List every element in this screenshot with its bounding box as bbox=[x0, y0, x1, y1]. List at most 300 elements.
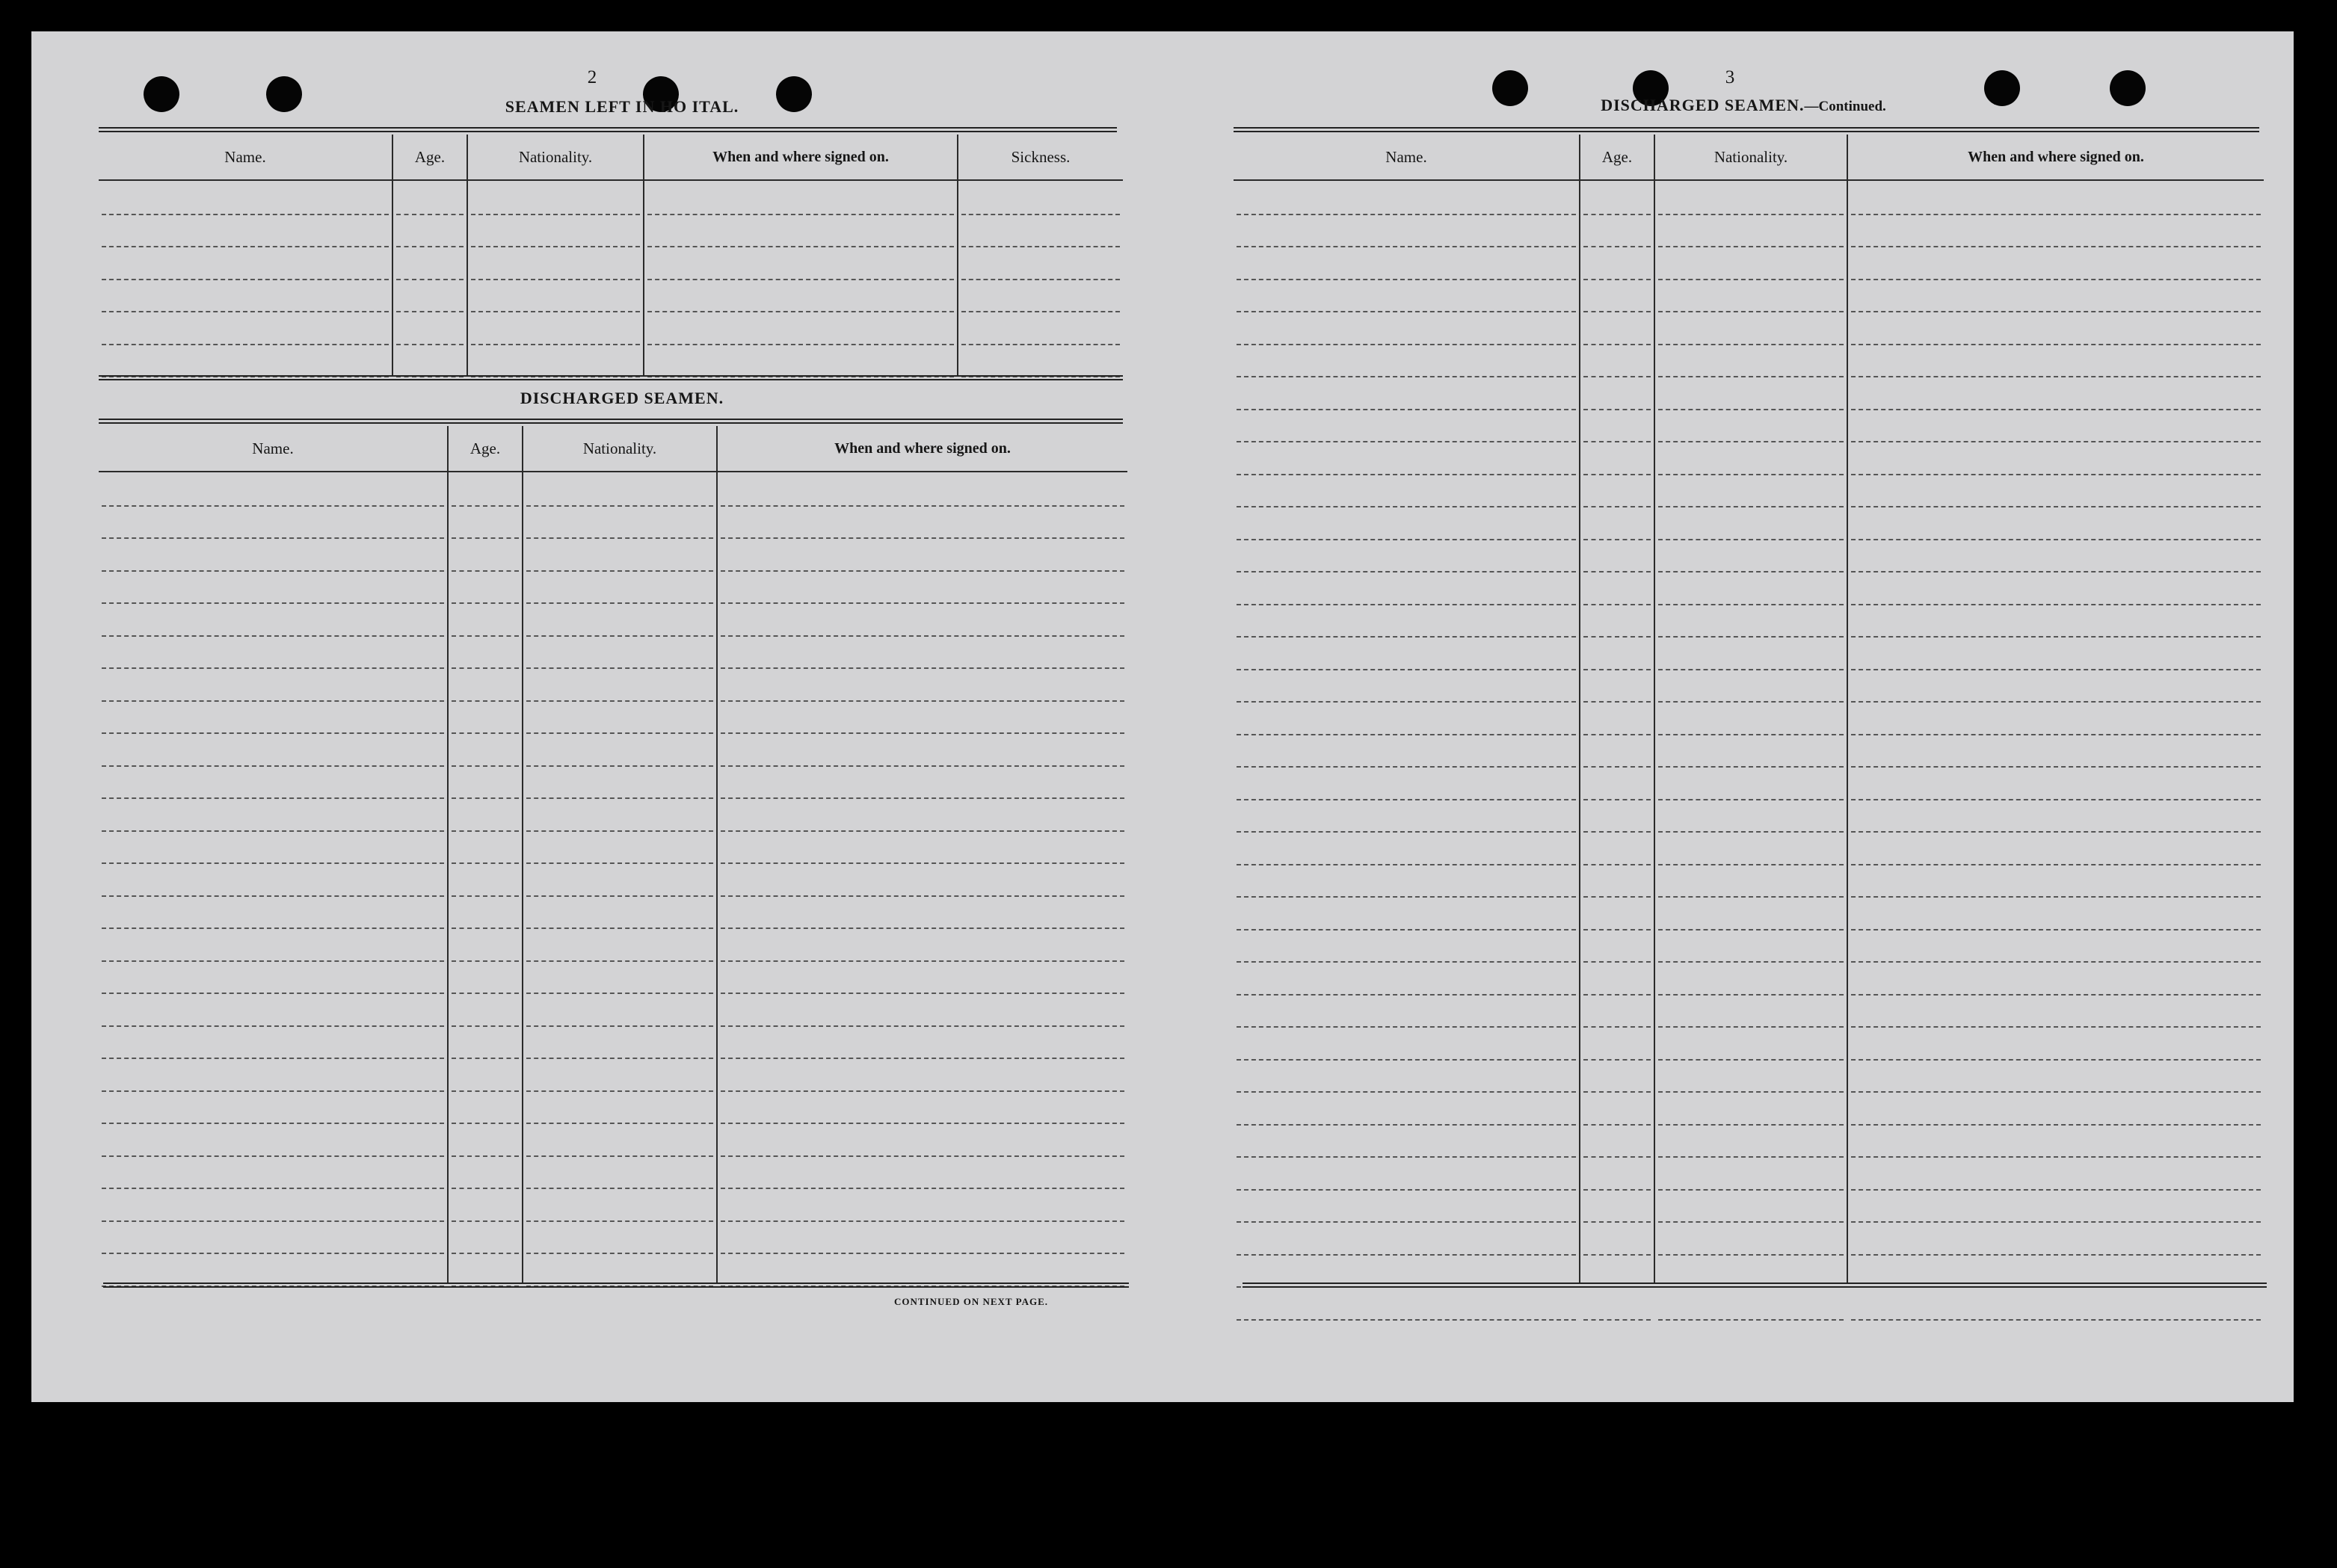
dotted-entry-line bbox=[1658, 1059, 1844, 1061]
dotted-entry-line bbox=[647, 246, 954, 247]
dotted-entry-line bbox=[526, 862, 713, 864]
dotted-entry-line bbox=[1583, 441, 1651, 442]
dotted-entry-line bbox=[1658, 734, 1844, 735]
dotted-entry-line bbox=[396, 214, 464, 215]
dotted-entry-line bbox=[1583, 864, 1651, 865]
dotted-entry-line bbox=[1583, 636, 1651, 638]
dotted-entry-line bbox=[1851, 1189, 2261, 1191]
dotted-entry-line bbox=[1237, 506, 1576, 507]
punch-hole bbox=[144, 76, 179, 112]
dotted-entry-line bbox=[396, 344, 464, 345]
dotted-entry-line bbox=[1237, 539, 1576, 540]
column-header: Name. bbox=[1234, 135, 1579, 181]
dotted-entry-line bbox=[1851, 604, 2261, 605]
dotted-entry-line bbox=[526, 505, 713, 507]
dotted-entry-line bbox=[1237, 246, 1576, 247]
dotted-entry-line bbox=[1583, 571, 1651, 572]
dotted-entry-line bbox=[526, 830, 713, 832]
dotted-entry-line bbox=[1237, 766, 1576, 768]
dotted-entry-line bbox=[102, 667, 444, 669]
dotted-entry-line bbox=[1851, 376, 2261, 377]
dotted-entry-line bbox=[452, 993, 519, 994]
dotted-entry-line bbox=[961, 214, 1120, 215]
dotted-entry-line bbox=[1237, 409, 1576, 410]
dotted-entry-line bbox=[1237, 929, 1576, 930]
column-header: Nationality. bbox=[523, 426, 716, 472]
dotted-entry-line bbox=[1851, 571, 2261, 572]
dotted-entry-line bbox=[526, 537, 713, 539]
column-signed-on bbox=[716, 426, 1127, 1283]
dotted-entry-line bbox=[102, 279, 389, 280]
dotted-entry-line bbox=[452, 732, 519, 734]
dotted-entry-line bbox=[721, 700, 1124, 702]
dotted-entry-line bbox=[1237, 896, 1576, 898]
column-header: Nationality. bbox=[1655, 135, 1847, 181]
dotted-entry-line bbox=[452, 1058, 519, 1059]
dotted-entry-line bbox=[1658, 766, 1844, 768]
dotted-entry-line bbox=[1658, 799, 1844, 800]
dotted-entry-line bbox=[1851, 831, 2261, 833]
dotted-entry-line bbox=[961, 279, 1120, 280]
dotted-entry-line bbox=[526, 1253, 713, 1254]
dotted-entry-line bbox=[452, 1220, 519, 1222]
dotted-entry-line bbox=[102, 1123, 444, 1124]
dotted-entry-line bbox=[1658, 831, 1844, 833]
dotted-entry-line bbox=[452, 537, 519, 539]
column-age bbox=[447, 426, 522, 1283]
hospital-bottom-rule bbox=[99, 375, 1123, 380]
dotted-entry-line bbox=[471, 311, 640, 312]
dotted-entry-line bbox=[1237, 1091, 1576, 1093]
dotted-entry-line bbox=[721, 1188, 1124, 1189]
dotted-entry-line bbox=[721, 993, 1124, 994]
dotted-entry-line bbox=[721, 797, 1124, 799]
dotted-entry-line bbox=[1851, 669, 2261, 670]
dotted-entry-line bbox=[1851, 311, 2261, 312]
dotted-entry-line bbox=[1583, 929, 1651, 930]
dotted-entry-line bbox=[102, 927, 444, 929]
dotted-entry-line bbox=[471, 279, 640, 280]
dotted-entry-line bbox=[1583, 1221, 1651, 1223]
dotted-entry-line bbox=[1583, 1189, 1651, 1191]
column-header: When and where signed on. bbox=[718, 426, 1127, 472]
dotted-entry-line bbox=[1583, 1091, 1651, 1093]
dotted-entry-line bbox=[1583, 1124, 1651, 1126]
column-signed-on bbox=[1847, 135, 2264, 1283]
dotted-entry-line bbox=[721, 635, 1124, 637]
dotted-entry-line bbox=[1237, 799, 1576, 800]
dotted-entry-line bbox=[1583, 831, 1651, 833]
dotted-entry-line bbox=[102, 635, 444, 637]
dotted-entry-line bbox=[721, 1058, 1124, 1059]
hospital-table bbox=[99, 135, 1123, 375]
dotted-entry-line bbox=[961, 246, 1120, 247]
dotted-entry-line bbox=[452, 1025, 519, 1027]
dotted-entry-line bbox=[1237, 376, 1576, 377]
dotted-entry-line bbox=[1583, 994, 1651, 996]
dotted-entry-line bbox=[1237, 636, 1576, 638]
dotted-entry-line bbox=[1237, 279, 1576, 280]
dotted-entry-line bbox=[526, 927, 713, 929]
dotted-entry-line bbox=[1583, 246, 1651, 247]
dotted-entry-line bbox=[721, 537, 1124, 539]
dotted-entry-line bbox=[526, 602, 713, 604]
dotted-entry-line bbox=[526, 1025, 713, 1027]
dotted-entry-line bbox=[1237, 1319, 1576, 1321]
dotted-entry-line bbox=[1583, 604, 1651, 605]
dotted-entry-line bbox=[526, 960, 713, 962]
dotted-entry-line bbox=[1658, 376, 1844, 377]
dotted-entry-line bbox=[1237, 1059, 1576, 1061]
discharged-top-rule bbox=[99, 419, 1123, 424]
dotted-entry-line bbox=[1658, 311, 1844, 312]
dotted-entry-line bbox=[1658, 344, 1844, 345]
dotted-entry-line bbox=[526, 765, 713, 767]
dotted-entry-line bbox=[102, 1025, 444, 1027]
dotted-entry-line bbox=[1658, 1189, 1844, 1191]
dotted-entry-line bbox=[1583, 669, 1651, 670]
discharged-bottom-rule bbox=[103, 1283, 1129, 1288]
dotted-entry-line bbox=[1237, 604, 1576, 605]
column-header: When and where signed on. bbox=[1848, 135, 2264, 181]
dotted-entry-line bbox=[452, 960, 519, 962]
dotted-entry-line bbox=[1583, 279, 1651, 280]
dotted-entry-line bbox=[1237, 1156, 1576, 1158]
dotted-entry-line bbox=[452, 570, 519, 572]
dotted-entry-line bbox=[526, 635, 713, 637]
dotted-entry-line bbox=[102, 1090, 444, 1092]
dotted-entry-line bbox=[1583, 214, 1651, 215]
continued-bottom-rule bbox=[1243, 1283, 2267, 1288]
punch-hole bbox=[1492, 70, 1528, 106]
column-nationality bbox=[1654, 135, 1847, 1283]
dotted-entry-line bbox=[102, 246, 389, 247]
dotted-entry-line bbox=[102, 830, 444, 832]
column-header: Sickness. bbox=[958, 135, 1123, 181]
discharged-table bbox=[99, 426, 1129, 1283]
dotted-entry-line bbox=[1851, 1091, 2261, 1093]
column-signed-on bbox=[643, 135, 957, 375]
dotted-entry-line bbox=[1851, 409, 2261, 410]
dotted-entry-line bbox=[452, 1188, 519, 1189]
dotted-entry-line bbox=[452, 862, 519, 864]
dotted-entry-line bbox=[452, 505, 519, 507]
dotted-entry-line bbox=[526, 1155, 713, 1157]
dotted-entry-line bbox=[526, 570, 713, 572]
dotted-entry-line bbox=[1237, 994, 1576, 996]
dotted-entry-line bbox=[452, 895, 519, 897]
dotted-entry-line bbox=[452, 927, 519, 929]
dotted-entry-line bbox=[1583, 311, 1651, 312]
dotted-entry-line bbox=[647, 279, 954, 280]
dotted-entry-line bbox=[1658, 539, 1844, 540]
dotted-entry-line bbox=[1237, 864, 1576, 865]
dotted-entry-line bbox=[1658, 279, 1844, 280]
dotted-entry-line bbox=[102, 1058, 444, 1059]
dotted-entry-line bbox=[1583, 1319, 1651, 1321]
dotted-entry-line bbox=[471, 214, 640, 215]
dotted-entry-line bbox=[647, 214, 954, 215]
continued-top-rule bbox=[1234, 127, 2259, 132]
dotted-entry-line bbox=[1583, 409, 1651, 410]
dotted-entry-line bbox=[1851, 1221, 2261, 1223]
column-header: Name. bbox=[99, 135, 392, 181]
dotted-entry-line bbox=[1658, 474, 1844, 475]
dotted-entry-line bbox=[1658, 214, 1844, 215]
dotted-entry-line bbox=[721, 1155, 1124, 1157]
dotted-entry-line bbox=[1658, 1124, 1844, 1126]
dotted-entry-line bbox=[1583, 539, 1651, 540]
dotted-entry-line bbox=[102, 214, 389, 215]
dotted-entry-line bbox=[1851, 994, 2261, 996]
dotted-entry-line bbox=[1237, 1254, 1576, 1256]
dotted-entry-line bbox=[1851, 636, 2261, 638]
dotted-entry-line bbox=[1237, 441, 1576, 442]
dotted-entry-line bbox=[1658, 864, 1844, 865]
dotted-entry-line bbox=[452, 830, 519, 832]
dotted-entry-line bbox=[526, 1220, 713, 1222]
dotted-entry-line bbox=[396, 246, 464, 247]
dotted-entry-line bbox=[721, 1090, 1124, 1092]
dotted-entry-line bbox=[1658, 701, 1844, 703]
dotted-entry-line bbox=[452, 667, 519, 669]
dotted-entry-line bbox=[1583, 1254, 1651, 1256]
dotted-entry-line bbox=[1237, 214, 1576, 215]
dotted-entry-line bbox=[1583, 1026, 1651, 1028]
dotted-entry-line bbox=[526, 732, 713, 734]
dotted-entry-line bbox=[1237, 669, 1576, 670]
hospital-top-rule bbox=[99, 127, 1117, 132]
document-sheet bbox=[31, 31, 2294, 1402]
dotted-entry-line bbox=[1851, 474, 2261, 475]
dotted-entry-line bbox=[102, 1253, 444, 1254]
dotted-entry-line bbox=[1851, 799, 2261, 800]
dotted-entry-line bbox=[1851, 344, 2261, 345]
dotted-entry-line bbox=[471, 246, 640, 247]
dotted-entry-line bbox=[1658, 929, 1844, 930]
dotted-entry-line bbox=[1851, 1319, 2261, 1321]
dotted-entry-line bbox=[1237, 1026, 1576, 1028]
dotted-entry-line bbox=[1658, 506, 1844, 507]
dotted-entry-line bbox=[102, 570, 444, 572]
dotted-entry-line bbox=[1583, 474, 1651, 475]
dotted-entry-line bbox=[102, 862, 444, 864]
dotted-entry-line bbox=[452, 1253, 519, 1254]
dotted-entry-line bbox=[721, 667, 1124, 669]
dotted-entry-line bbox=[102, 505, 444, 507]
column-age bbox=[392, 135, 467, 375]
dotted-entry-line bbox=[1851, 214, 2261, 215]
dotted-entry-line bbox=[1658, 1254, 1844, 1256]
dotted-entry-line bbox=[1237, 734, 1576, 735]
dotted-entry-line bbox=[102, 700, 444, 702]
dotted-entry-line bbox=[1658, 636, 1844, 638]
dotted-entry-line bbox=[471, 344, 640, 345]
continued-footnote: CONTINUED ON NEXT PAGE. bbox=[894, 1296, 1048, 1307]
column-header: Age. bbox=[393, 135, 467, 181]
dotted-entry-line bbox=[452, 1090, 519, 1092]
dotted-entry-line bbox=[1237, 831, 1576, 833]
dotted-entry-line bbox=[452, 1123, 519, 1124]
dotted-entry-line bbox=[1658, 1319, 1844, 1321]
dotted-entry-line bbox=[526, 993, 713, 994]
dotted-entry-line bbox=[1851, 506, 2261, 507]
dotted-entry-line bbox=[452, 797, 519, 799]
continued-table bbox=[1234, 135, 2265, 1283]
page-number-left: 2 bbox=[587, 67, 597, 87]
dotted-entry-line bbox=[1583, 376, 1651, 377]
dotted-entry-line bbox=[1658, 961, 1844, 963]
dotted-entry-line bbox=[721, 1025, 1124, 1027]
dotted-entry-line bbox=[721, 830, 1124, 832]
column-sickness bbox=[957, 135, 1123, 375]
dotted-entry-line bbox=[452, 765, 519, 767]
dotted-entry-line bbox=[721, 862, 1124, 864]
discharged-section-title: DISCHARGED SEAMEN. bbox=[520, 389, 724, 407]
column-name bbox=[1234, 135, 1579, 1283]
dotted-entry-line bbox=[102, 311, 389, 312]
dotted-entry-line bbox=[721, 602, 1124, 604]
dotted-entry-line bbox=[1658, 246, 1844, 247]
dotted-entry-line bbox=[526, 1090, 713, 1092]
dotted-entry-line bbox=[102, 537, 444, 539]
dotted-entry-line bbox=[1851, 896, 2261, 898]
dotted-entry-line bbox=[1583, 799, 1651, 800]
dotted-entry-line bbox=[721, 765, 1124, 767]
dotted-entry-line bbox=[1237, 571, 1576, 572]
dotted-entry-line bbox=[1658, 669, 1844, 670]
column-age bbox=[1579, 135, 1654, 1283]
dotted-entry-line bbox=[1658, 604, 1844, 605]
dotted-entry-line bbox=[1237, 474, 1576, 475]
dotted-entry-line bbox=[102, 797, 444, 799]
dotted-entry-line bbox=[102, 1188, 444, 1189]
dotted-entry-line bbox=[1658, 896, 1844, 898]
dotted-entry-line bbox=[396, 311, 464, 312]
dotted-entry-line bbox=[1658, 441, 1844, 442]
dotted-entry-line bbox=[1851, 701, 2261, 703]
column-header: When and where signed on. bbox=[644, 135, 957, 181]
dotted-entry-line bbox=[1237, 344, 1576, 345]
dotted-entry-line bbox=[647, 311, 954, 312]
dotted-entry-line bbox=[1851, 929, 2261, 930]
dotted-entry-line bbox=[102, 993, 444, 994]
dotted-entry-line bbox=[721, 927, 1124, 929]
hospital-section-title: SEAMEN LEFT IN HO ITAL. bbox=[505, 97, 739, 116]
dotted-entry-line bbox=[1583, 734, 1651, 735]
dotted-entry-line bbox=[526, 667, 713, 669]
dotted-entry-line bbox=[1851, 1124, 2261, 1126]
dotted-entry-line bbox=[1658, 1026, 1844, 1028]
column-name bbox=[99, 135, 392, 375]
dotted-entry-line bbox=[1851, 864, 2261, 865]
dotted-entry-line bbox=[102, 1220, 444, 1222]
dotted-entry-line bbox=[1658, 1221, 1844, 1223]
dotted-entry-line bbox=[526, 797, 713, 799]
dotted-entry-line bbox=[1583, 1059, 1651, 1061]
dotted-entry-line bbox=[1583, 344, 1651, 345]
dotted-entry-line bbox=[1583, 766, 1651, 768]
dotted-entry-line bbox=[1658, 994, 1844, 996]
dotted-entry-line bbox=[102, 732, 444, 734]
dotted-entry-line bbox=[1237, 1189, 1576, 1191]
dotted-entry-line bbox=[961, 344, 1120, 345]
dotted-entry-line bbox=[721, 1253, 1124, 1254]
dotted-entry-line bbox=[1658, 571, 1844, 572]
dotted-entry-line bbox=[1658, 1091, 1844, 1093]
dotted-entry-line bbox=[1237, 1221, 1576, 1223]
dotted-entry-line bbox=[1237, 311, 1576, 312]
dotted-entry-line bbox=[526, 700, 713, 702]
dotted-entry-line bbox=[1851, 441, 2261, 442]
dotted-entry-line bbox=[452, 1155, 519, 1157]
dotted-entry-line bbox=[102, 344, 389, 345]
dotted-entry-line bbox=[102, 1155, 444, 1157]
dotted-entry-line bbox=[452, 602, 519, 604]
dotted-entry-line bbox=[1237, 701, 1576, 703]
column-header: Age. bbox=[1580, 135, 1654, 181]
dotted-entry-line bbox=[452, 700, 519, 702]
dotted-entry-line bbox=[526, 1123, 713, 1124]
dotted-entry-line bbox=[721, 1123, 1124, 1124]
column-header: Nationality. bbox=[468, 135, 643, 181]
column-header: Name. bbox=[99, 426, 447, 472]
dotted-entry-line bbox=[526, 1188, 713, 1189]
dotted-entry-line bbox=[1851, 1059, 2261, 1061]
punch-hole bbox=[266, 76, 302, 112]
dotted-entry-line bbox=[526, 895, 713, 897]
punch-hole bbox=[1984, 70, 2020, 106]
dotted-entry-line bbox=[1851, 539, 2261, 540]
dotted-entry-line bbox=[721, 895, 1124, 897]
punch-hole bbox=[2110, 70, 2146, 106]
dotted-entry-line bbox=[1583, 701, 1651, 703]
dotted-entry-line bbox=[721, 570, 1124, 572]
dotted-entry-line bbox=[721, 732, 1124, 734]
dotted-entry-line bbox=[1851, 246, 2261, 247]
dotted-entry-line bbox=[452, 635, 519, 637]
dotted-entry-line bbox=[1583, 1156, 1651, 1158]
continued-section-title bbox=[1557, 96, 1930, 115]
dotted-entry-line bbox=[1851, 961, 2261, 963]
dotted-entry-line bbox=[1851, 734, 2261, 735]
dotted-entry-line bbox=[1237, 961, 1576, 963]
dotted-entry-line bbox=[1851, 279, 2261, 280]
continued-title-main: DISCHARGED SEAMEN. bbox=[1601, 96, 1805, 114]
dotted-entry-line bbox=[721, 960, 1124, 962]
dotted-entry-line bbox=[102, 602, 444, 604]
dotted-entry-line bbox=[721, 1220, 1124, 1222]
dotted-entry-line bbox=[1851, 1254, 2261, 1256]
dotted-entry-line bbox=[647, 344, 954, 345]
dotted-entry-line bbox=[102, 765, 444, 767]
column-name bbox=[99, 426, 447, 1283]
dotted-entry-line bbox=[396, 279, 464, 280]
dotted-entry-line bbox=[1658, 409, 1844, 410]
dotted-entry-line bbox=[526, 1058, 713, 1059]
dotted-entry-line bbox=[1851, 1026, 2261, 1028]
dotted-entry-line bbox=[1583, 506, 1651, 507]
dotted-entry-line bbox=[1237, 1124, 1576, 1126]
dotted-entry-line bbox=[102, 895, 444, 897]
dotted-entry-line bbox=[961, 311, 1120, 312]
dotted-entry-line bbox=[1583, 961, 1651, 963]
page-number-right: 3 bbox=[1725, 67, 1735, 87]
dotted-entry-line bbox=[1658, 1156, 1844, 1158]
column-nationality bbox=[522, 426, 716, 1283]
dotted-entry-line bbox=[1851, 1156, 2261, 1158]
dotted-entry-line bbox=[721, 505, 1124, 507]
